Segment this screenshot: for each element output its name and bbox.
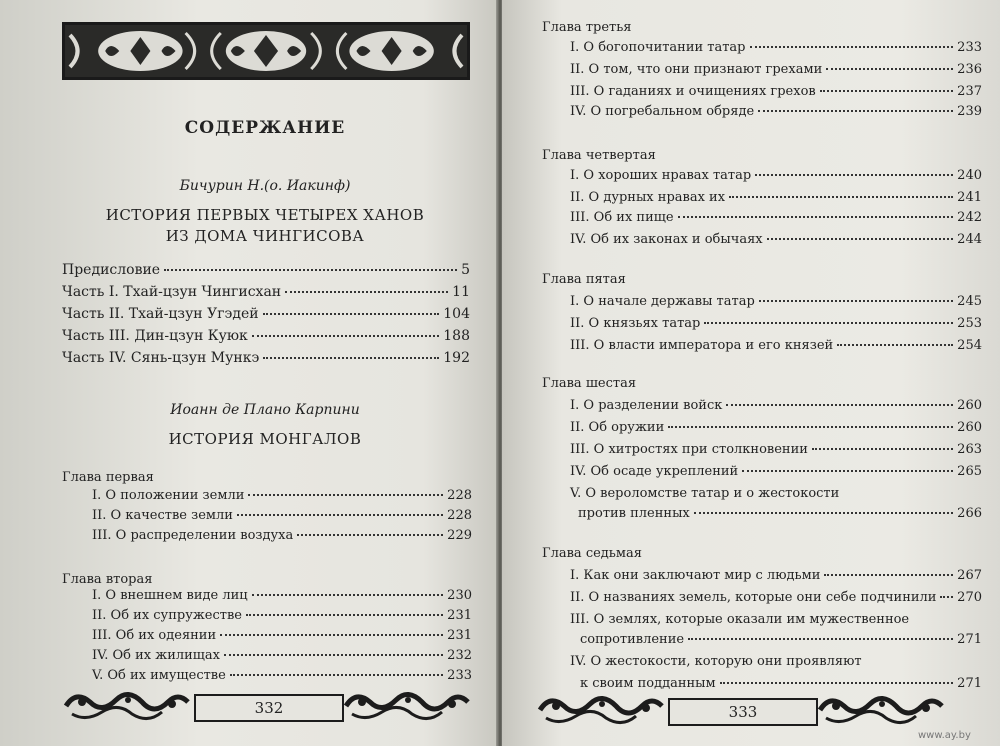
entry-page: 260 bbox=[957, 398, 982, 413]
entry-page: 270 bbox=[957, 590, 982, 605]
entry-page: 11 bbox=[452, 284, 470, 300]
toc-entry[interactable] bbox=[92, 668, 472, 683]
entry-page: 254 bbox=[957, 338, 982, 353]
toc-entry[interactable] bbox=[570, 62, 982, 77]
entry-page: 231 bbox=[447, 628, 472, 643]
entry-page: 240 bbox=[957, 168, 982, 183]
entry-label: II. Об их супружестве bbox=[92, 608, 242, 623]
entry-label: I. Как они заключают мир с людьми bbox=[570, 568, 821, 583]
book-title-1-line1: ИСТОРИЯ ПЕРВЫХ ЧЕТЫРЕХ ХАНОВ bbox=[105, 206, 425, 224]
chapter-title: Глава первая bbox=[62, 470, 154, 485]
entry-page: 228 bbox=[447, 488, 472, 503]
entry-label: I. О хороших нравах татар bbox=[570, 168, 752, 183]
entry-label: Часть I. Тхай-цзун Чингисхан bbox=[62, 284, 282, 300]
toc-entry[interactable] bbox=[570, 654, 982, 669]
toc-entry-continuation[interactable] bbox=[580, 632, 982, 647]
entry-label: IV. О жестокости, которую они проявляют bbox=[570, 654, 862, 669]
entry-page: 104 bbox=[443, 306, 470, 322]
toc-entry[interactable] bbox=[570, 338, 982, 353]
entry-page: 267 bbox=[957, 568, 982, 583]
toc-entry[interactable] bbox=[570, 84, 982, 99]
chapter-title: Глава четвертая bbox=[542, 148, 656, 163]
entry-label: I. О разделении войск bbox=[570, 398, 723, 413]
entry-page: 229 bbox=[447, 528, 472, 543]
entry-page: 253 bbox=[957, 316, 982, 331]
entry-page: 231 bbox=[447, 608, 472, 623]
entry-label: сопротивление bbox=[580, 632, 685, 647]
toc-entry[interactable] bbox=[62, 350, 470, 366]
toc-entry[interactable] bbox=[92, 528, 472, 543]
toc-entry[interactable] bbox=[92, 628, 472, 643]
scroll-ornament-icon bbox=[62, 688, 192, 724]
scroll-ornament-icon bbox=[816, 692, 946, 728]
toc-entry[interactable] bbox=[570, 190, 982, 205]
entry-label: I. О внешнем виде лиц bbox=[92, 588, 248, 603]
scroll-ornament-icon bbox=[536, 692, 666, 728]
chapter-title: Глава третья bbox=[542, 20, 632, 35]
entry-label: II. О том, что они признают грехами bbox=[570, 62, 823, 77]
entry-page: 5 bbox=[461, 262, 470, 278]
entry-page: 260 bbox=[957, 420, 982, 435]
author-carpini: Иоанн де Плано Карпини bbox=[170, 402, 360, 418]
chapter-title: Глава пятая bbox=[542, 272, 626, 287]
chapter-title: Глава шестая bbox=[542, 376, 637, 391]
entry-label: III. О гаданиях и очищениях грехов bbox=[570, 84, 816, 99]
contents-heading: СОДЕРЖАНИЕ bbox=[184, 118, 346, 138]
entry-label: III. О землях, которые оказали им мужественное bbox=[570, 612, 910, 627]
toc-entry-continuation[interactable] bbox=[580, 676, 982, 691]
entry-label: III. Об их одеянии bbox=[92, 628, 217, 643]
entry-label: I. О начале державы татар bbox=[570, 294, 755, 309]
entry-label: Часть IV. Сянь-цзун Мункэ bbox=[62, 350, 260, 366]
toc-entry[interactable] bbox=[570, 398, 982, 413]
toc-entry[interactable] bbox=[62, 328, 470, 344]
entry-page: 237 bbox=[957, 84, 982, 99]
chapter-title: Глава вторая bbox=[62, 572, 153, 587]
toc-entry[interactable] bbox=[570, 420, 982, 435]
entry-page: 245 bbox=[957, 294, 982, 309]
entry-label: II. О названиях земель, которые они себе подчинили bbox=[570, 590, 937, 605]
entry-label: V. Об их имуществе bbox=[92, 668, 226, 683]
entry-label: II. О дурных нравах их bbox=[570, 190, 726, 205]
chapter-title: Глава седьмая bbox=[542, 546, 642, 561]
toc-entry[interactable] bbox=[92, 488, 472, 503]
entry-label: к своим подданным bbox=[580, 676, 716, 691]
entry-label: V. О вероломстве татар и о жестокости bbox=[570, 486, 840, 501]
toc-entry[interactable] bbox=[570, 104, 982, 119]
right-page bbox=[502, 0, 1000, 746]
toc-entry[interactable] bbox=[570, 568, 982, 583]
top-ornament bbox=[62, 22, 470, 80]
entry-label: II. Об оружии bbox=[570, 420, 665, 435]
toc-entry[interactable] bbox=[62, 262, 470, 278]
scroll-ornament-icon bbox=[342, 688, 472, 724]
entry-label: I. О богопочитании татар bbox=[570, 40, 746, 55]
toc-entry[interactable] bbox=[570, 590, 982, 605]
toc-entry[interactable] bbox=[62, 284, 470, 300]
toc-entry[interactable] bbox=[570, 294, 982, 309]
left-page bbox=[0, 0, 498, 746]
entry-label: III. О хитростях при столкновении bbox=[570, 442, 808, 457]
toc-entry[interactable] bbox=[570, 168, 982, 183]
toc-entry[interactable] bbox=[92, 508, 472, 523]
entry-page: 230 bbox=[447, 588, 472, 603]
entry-page: 239 bbox=[957, 104, 982, 119]
entry-label: I. О положении земли bbox=[92, 488, 245, 503]
entry-page: 263 bbox=[957, 442, 982, 457]
book-title-2: ИСТОРИЯ МОНГАЛОВ bbox=[168, 430, 362, 448]
entry-label: III. О власти императора и его князей bbox=[570, 338, 834, 353]
toc-entry[interactable] bbox=[570, 612, 982, 627]
toc-entry[interactable] bbox=[62, 306, 470, 322]
entry-page: 233 bbox=[447, 668, 472, 683]
toc-entry[interactable] bbox=[570, 210, 982, 225]
entry-label: IV. Об их жилищах bbox=[92, 648, 220, 663]
toc-entry[interactable] bbox=[570, 40, 982, 55]
entry-page: 271 bbox=[957, 632, 982, 647]
entry-label: против пленных bbox=[578, 506, 690, 521]
entry-page: 271 bbox=[957, 676, 982, 691]
toc-entry[interactable] bbox=[570, 232, 982, 247]
toc-entry[interactable] bbox=[92, 588, 472, 603]
entry-label: Предисловие bbox=[62, 262, 161, 278]
entry-page: 233 bbox=[957, 40, 982, 55]
entry-label: III. Об их пище bbox=[570, 210, 674, 225]
entry-label: Часть II. Тхай-цзун Угэдей bbox=[62, 306, 259, 322]
entry-page: 236 bbox=[957, 62, 982, 77]
entry-label: Часть III. Дин-цзун Куюк bbox=[62, 328, 248, 344]
entry-label: III. О распределении воздуха bbox=[92, 528, 294, 543]
entry-page: 228 bbox=[447, 508, 472, 523]
right-footer-ornament bbox=[536, 692, 946, 728]
entry-page: 192 bbox=[443, 350, 470, 366]
entry-page: 266 bbox=[957, 506, 982, 521]
toc-entry[interactable] bbox=[570, 464, 982, 479]
watermark: www.ay.by bbox=[918, 730, 971, 741]
entry-label: IV. Об их законах и обычаях bbox=[570, 232, 763, 247]
page-number-left: 332 bbox=[194, 694, 344, 722]
toc-entry-continuation[interactable] bbox=[578, 506, 982, 521]
entry-label: IV. О погребальном обряде bbox=[570, 104, 755, 119]
entry-label: II. О князьях татар bbox=[570, 316, 701, 331]
entry-page: 188 bbox=[443, 328, 470, 344]
entry-page: 265 bbox=[957, 464, 982, 479]
entry-page: 232 bbox=[447, 648, 472, 663]
entry-label: II. О качестве земли bbox=[92, 508, 233, 523]
entry-page: 244 bbox=[957, 232, 982, 247]
entry-label: IV. Об осаде укреплений bbox=[570, 464, 739, 479]
toc-entry[interactable] bbox=[92, 648, 472, 663]
entry-page: 242 bbox=[957, 210, 982, 225]
left-footer-ornament bbox=[62, 688, 472, 724]
toc-entry[interactable] bbox=[570, 442, 982, 457]
toc-entry[interactable] bbox=[570, 316, 982, 331]
page-number-right: 333 bbox=[668, 698, 818, 726]
book-title-1-line2: ИЗ ДОМА ЧИНГИСОВА bbox=[165, 227, 365, 245]
toc-entry[interactable] bbox=[570, 486, 982, 501]
author-bichurin: Бичурин Н.(о. Иакинф) bbox=[179, 178, 351, 194]
toc-entry[interactable] bbox=[92, 608, 472, 623]
entry-page: 241 bbox=[957, 190, 982, 205]
